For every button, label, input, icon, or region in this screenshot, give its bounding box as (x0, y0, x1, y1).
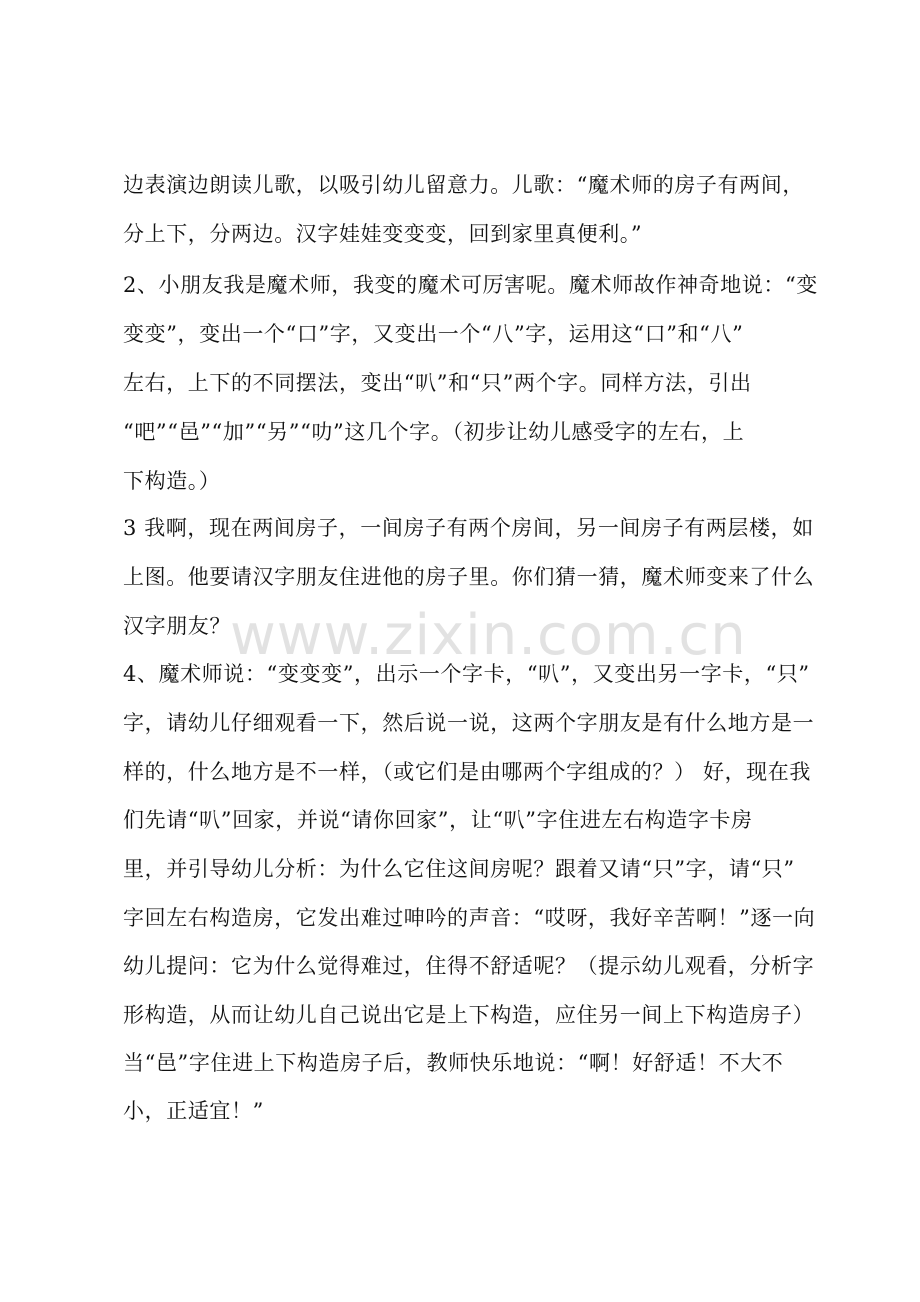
text-line: “吧”“邑”“加”“另”“叻”这几个字。（初步让幼儿感受字的左右，上 (123, 420, 745, 444)
text-line: 字回左右构造房，它发出难过呻吟的声音：“哎呀，我好辛苦啊！”逐一向 (123, 906, 816, 930)
text-line: 分上下，分两边。汉字娃娃变变变，回到家里真便利。” (123, 222, 643, 246)
text-line: 当“邑”字住进上下构造房子后，教师快乐地说：“啊！好舒适！不大不 (123, 1051, 784, 1075)
text-line: 们先请“叭”回家，并说“请你回家”，让“叭”字住进左右构造字卡房 (123, 808, 753, 832)
text-line: 4、魔术师说：“变变变”，出示一个字卡，“叭”，又变出另一字卡，“只” (123, 662, 810, 686)
text-line: 边表演边朗读儿歌，以吸引幼儿留意力。儿歌：“魔术师的房子有两间， (123, 173, 804, 197)
text-line: 变变”，变出一个“口”字，又变出一个“八”字，运用这“口”和“八” (123, 322, 744, 346)
text-line: 上图。他要请汉字朋友住进他的房子里。你们猜一猜，魔术师变来了什么 (123, 565, 815, 589)
text-line: 里，并引导幼儿分析：为什么它住这间房呢？跟着又请“只”字，请“只” (123, 857, 795, 881)
text-line: 左右，上下的不同摆法，变出“叭”和“只”两个字。同样方法，引出 (123, 371, 752, 395)
watermark: www.zixin.com.cn (230, 603, 747, 668)
text-line: 2、小朋友我是魔术师，我变的魔术可厉害呢。魔术师故作神奇地说：“变 (123, 273, 818, 297)
text-line: 汉字朋友？ (123, 614, 231, 638)
text-line: 形构造，从而让幼儿自己说出它是上下构造，应住另一间上下构造房子） (123, 1003, 815, 1027)
text-line: 字，请幼儿仔细观看一下，然后说一说，这两个字朋友是有什么地方是一 (123, 711, 815, 735)
text-line: 3 我啊，现在两间房子，一间房子有两个房间，另一间房子有两层楼，如 (123, 516, 814, 540)
text-line: 样的，什么地方是不一样，（或它们是由哪两个字组成的？） 好，现在我 (123, 760, 811, 784)
text-line: 幼儿提问：它为什么觉得难过，住得不舒适呢？（提示幼儿观看，分析字 (123, 954, 815, 978)
text-line: 小，正适宜！” (123, 1099, 264, 1123)
text-line: 下构造。） (123, 469, 221, 493)
